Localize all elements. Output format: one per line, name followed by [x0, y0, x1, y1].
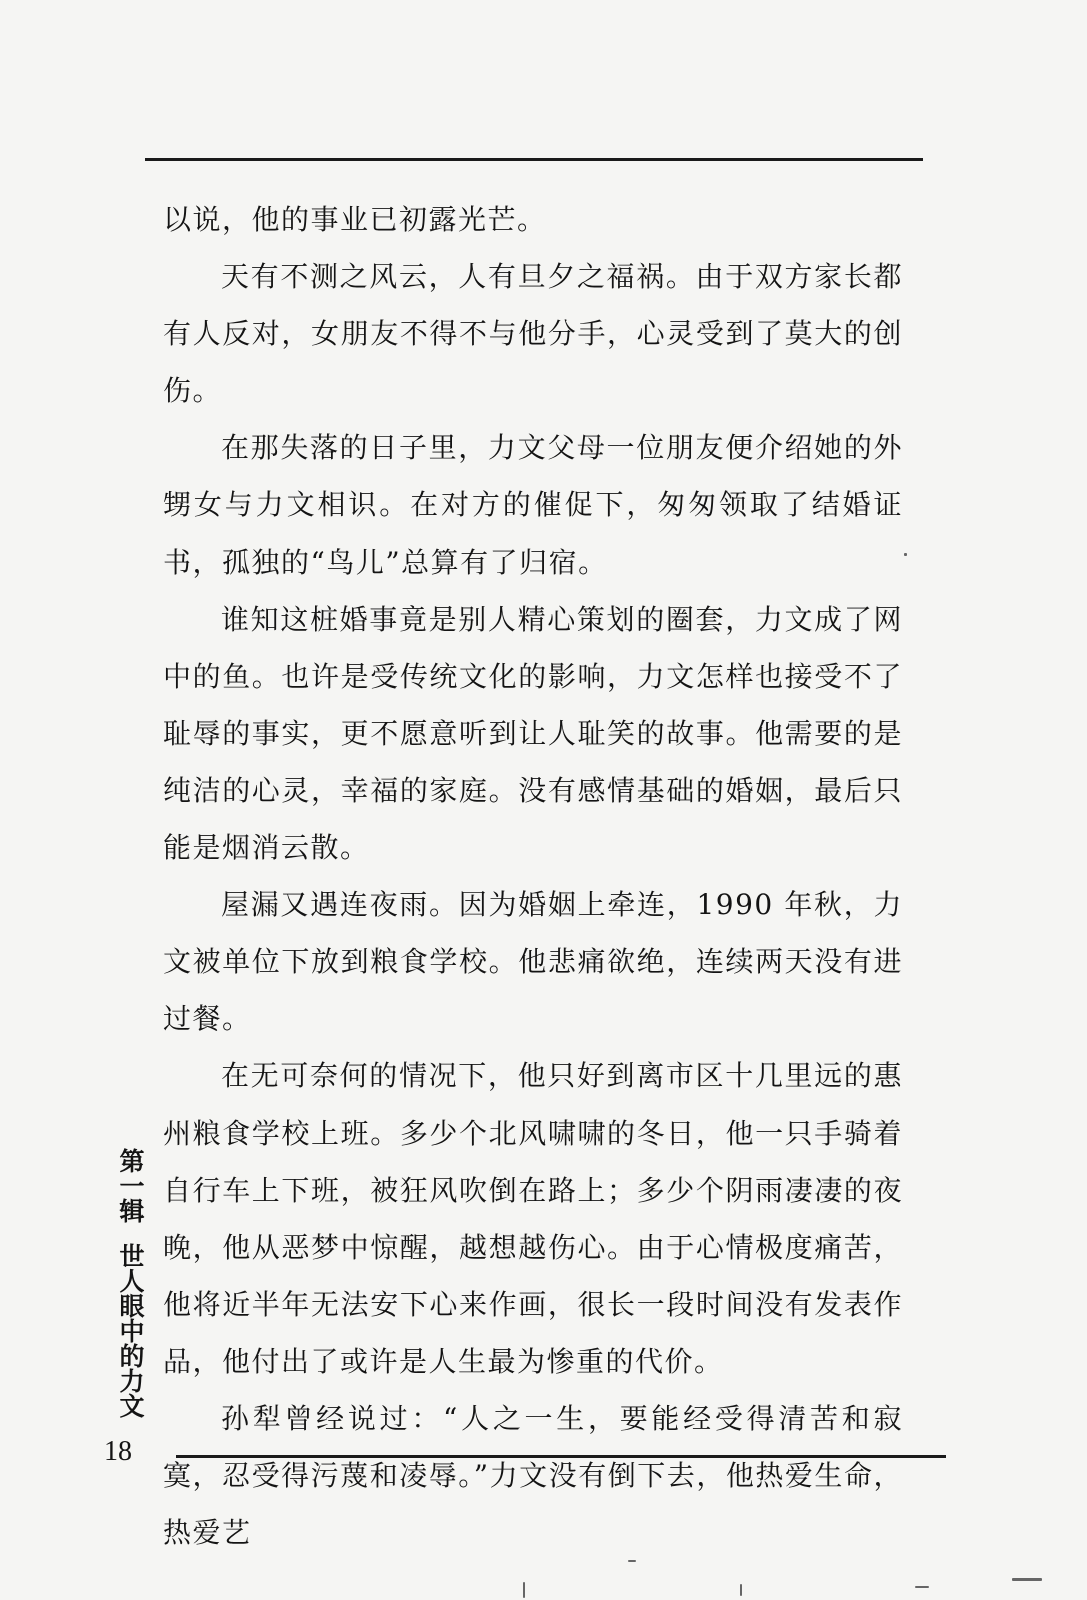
section-part: 第一辑 [116, 1148, 145, 1223]
header-rule [145, 158, 923, 161]
running-section-title [108, 1148, 144, 1418]
scan-speck [740, 1584, 742, 1596]
paragraph: 在无可奈何的情况下，他只好到离市区十几里远的惠州粮食学校上班。多少个北风啸啸的冬日，他一只手骑着自行车上下班，被狂风吹倒在路上；多少个阴雨凄凄的夜晚，他从恶梦中惊醒，越想越伤心。由于心情极度痛苦，他将近半年无法安下心来作画，很长一段时间没有发表作品，他付出了或许是人生最为惨重的代价。 [163, 1059, 903, 1378]
scan-speck [628, 1560, 636, 1562]
paragraph: 孙犁曾经说过：“人之一生，要能经受得清苦和寂寞，忍受得污蔑和凌辱。”力文没有倒下去，他热爱生命，热爱艺 [163, 1401, 903, 1550]
footer-rule [176, 1455, 946, 1458]
scan-speck [1012, 1578, 1042, 1581]
scan-speck [904, 553, 907, 556]
paragraph: 以说，他的事业已初露光芒。 [163, 203, 547, 236]
paragraph: 天有不测之风云，人有旦夕之福祸。由于双方家长都有人反对，女朋友不得不与他分手，心灵受到了莫大的创伤。 [163, 260, 903, 408]
paragraph: 在那失落的日子里，力文父母一位朋友便介绍她的外甥女与力文相识。在对方的催促下，匆匆领取了结婚证书，孤独的“鸟儿”总算有了归宿。 [163, 431, 903, 579]
body-text [163, 191, 903, 1561]
paragraph: 屋漏又遇连夜雨。因为婚姻上牵连，1990 年秋，力文被单位下放到粮食学校。他悲痛欲绝，连续两天没有进过餐。 [163, 888, 903, 1036]
scan-speck [915, 1586, 929, 1588]
scan-speck [523, 1582, 525, 1598]
paragraph: 谁知这桩婚事竟是别人精心策划的圈套，力文成了网中的鱼。也许是受传统文化的影响，力文怎样也接受不了耻辱的事实，更不愿意听到让人耻笑的故事。他需要的是纯洁的心灵，幸福的家庭。没有感情基础的婚姻，最后只能是烟消云散。 [163, 602, 903, 865]
section-title: 世人眼中的力文 [116, 1243, 145, 1418]
page-number: 18 [104, 1436, 132, 1467]
